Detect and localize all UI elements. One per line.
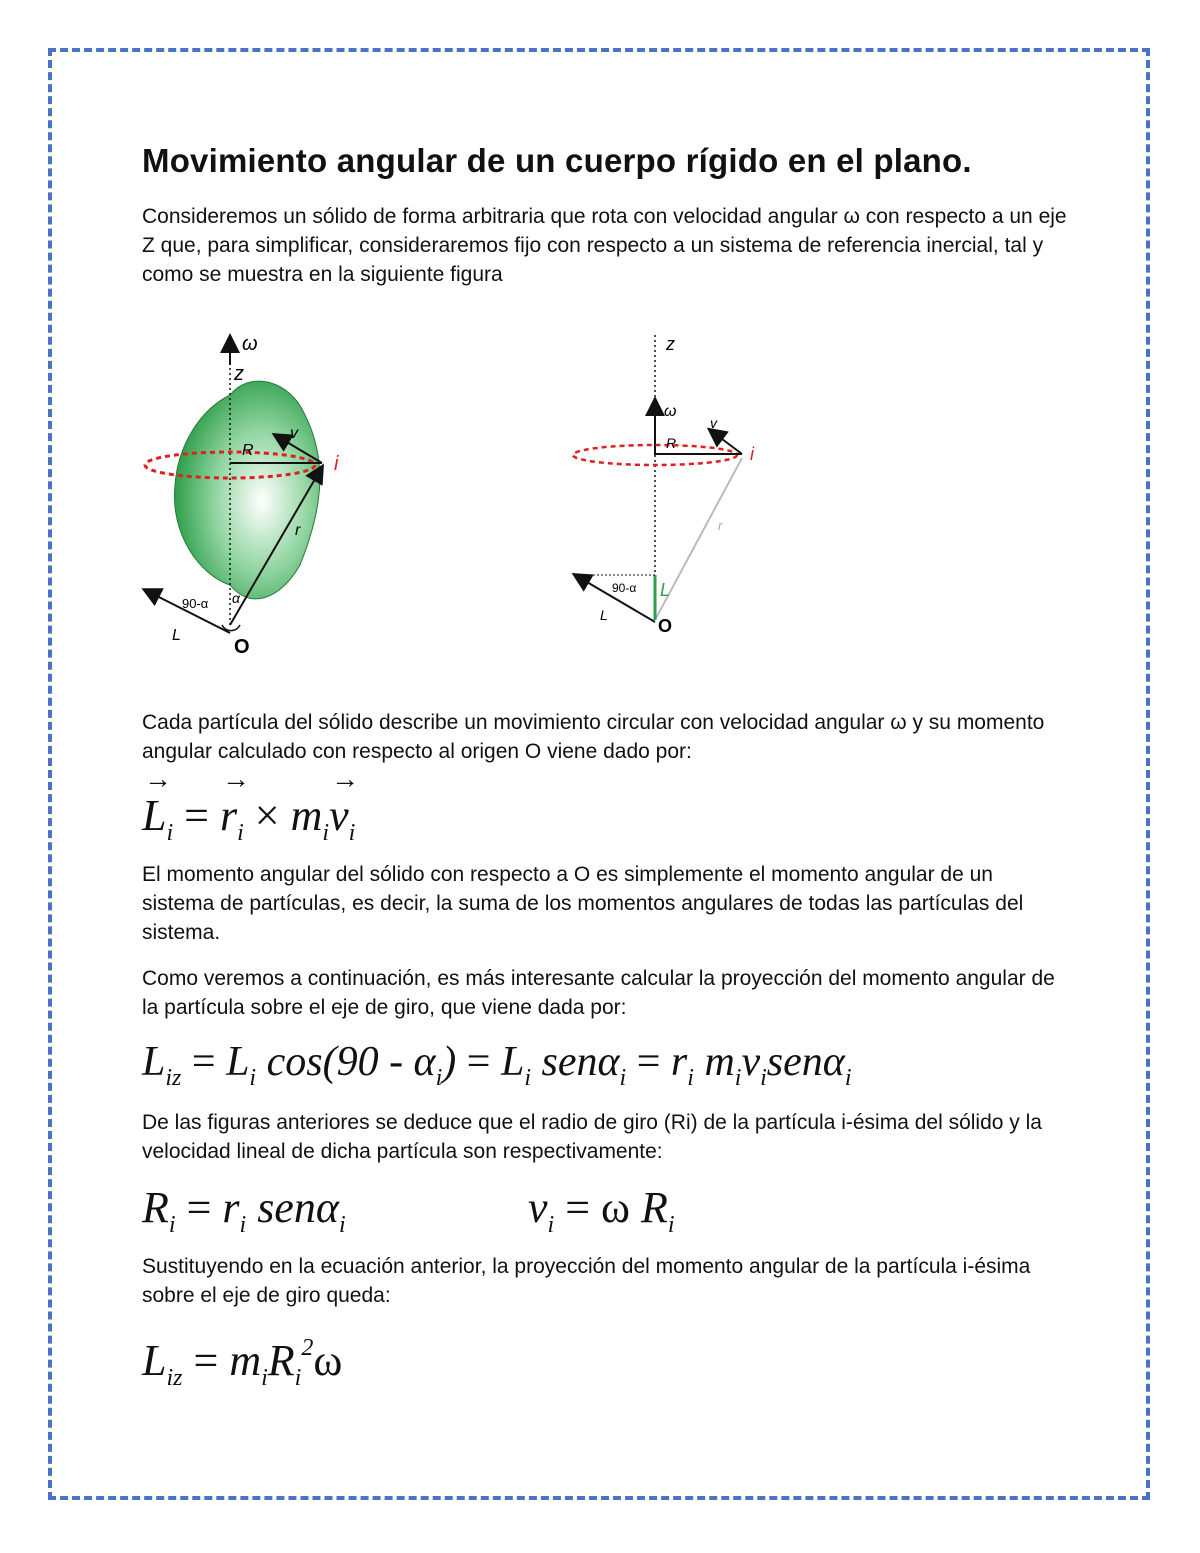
v-label: v	[290, 425, 298, 442]
paragraph-2: Cada partícula del sólido describe un movimiento circular con velocidad angular ω y su momento angular calculado con respecto al origen O viene dado por:	[142, 711, 1045, 763]
omega-label: ω	[664, 403, 677, 420]
z-label: z	[234, 363, 244, 385]
origin-label: O	[658, 616, 673, 636]
figure-rigid-body	[130, 325, 450, 665]
equation-Liz-projection: $L_{iz} = L_i$ $\cos(90 - \alpha_i) = L_i$ $sen\alpha_i = r_i$ $m_iv_isen\alpha_i$	[142, 1039, 852, 1091]
omega-label: ω	[242, 333, 258, 355]
i-label: i	[750, 444, 754, 464]
alpha-label: α	[232, 590, 240, 606]
intro-paragraph: Consideremos un sólido de forma arbitraria que rota con velocidad angular ω con respecto a un eje Z que, para simplificar, consideraremos fijo con respecto a un sistema de referencia inercial, tal y como se muestra en la siguiente figura	[142, 205, 1067, 286]
angle-label: 90-α	[612, 581, 637, 595]
equation-Ri: $R_i = r_i$ senα$_i$	[142, 1183, 346, 1238]
rigid-body-shape	[174, 381, 319, 599]
paragraph-5: De las figuras anteriores se deduce que el radio de giro (Ri) de la partícula i-ésima del sólido y la velocidad lineal de dicha partícula son respectivamente:	[142, 1111, 1042, 1163]
R-label: R	[242, 442, 254, 459]
i-label: i	[334, 453, 339, 475]
equation-L-cross: → $L_i$ = → $r_i \times m_i\to v_i$	[142, 790, 355, 847]
figure-projection	[560, 330, 800, 640]
R-label: R	[666, 435, 677, 451]
paragraph-3: El momento angular del sólido con respecto a O es simplemente el momento angular de un sistema de partículas, es decir, la suma de los momentos angulares de todas las partículas del sistema.	[142, 863, 1024, 944]
equation-vi: $v_i = \omega$ $R_i$	[528, 1183, 675, 1238]
angle-label: 90-α	[182, 596, 209, 611]
z-label: z	[666, 334, 675, 354]
equation-Liz-final: $L_{iz} = m_iR_i^2\omega$	[142, 1335, 343, 1391]
v-label: v	[710, 415, 717, 431]
origin-label: O	[234, 636, 250, 658]
L-label: L	[172, 627, 181, 644]
page-title: Movimiento angular de un cuerpo rígido en el plano.	[142, 142, 972, 179]
paragraph-4: Como veremos a continuación, es más interesante calcular la proyección del momento angular de la partícula sobre el eje de giro, que viene dada por:	[142, 967, 1055, 1019]
r-label: r	[295, 522, 301, 539]
Lz-label: L	[660, 580, 671, 600]
L-label: L	[600, 607, 608, 623]
paragraph-6: Sustituyendo en la ecuación anterior, la proyección del momento angular de la partícula i-ésima sobre el eje de giro queda:	[142, 1255, 1031, 1307]
r-label: r	[718, 518, 723, 533]
